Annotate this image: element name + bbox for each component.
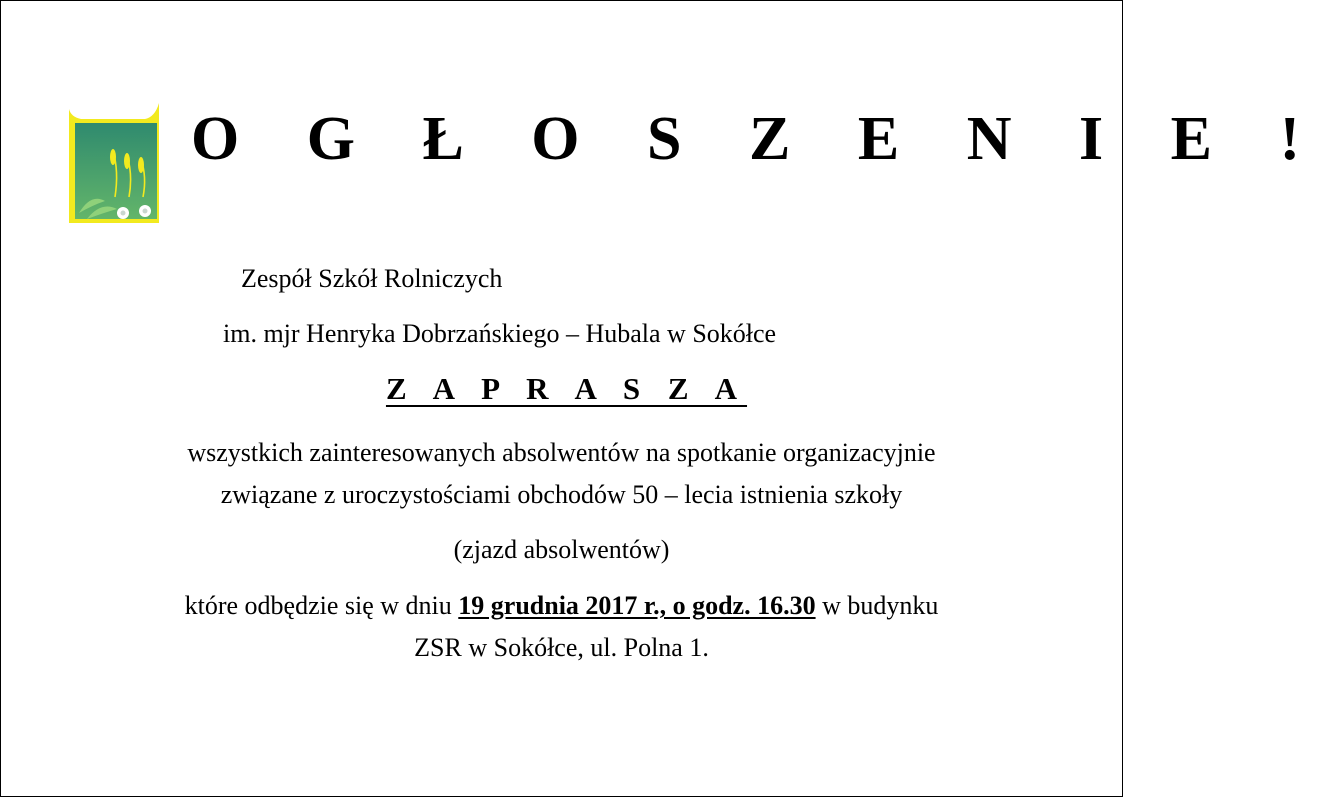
meeting-date: 19 grudnia 2017 r., o godz. 16.30 [458, 591, 816, 620]
date-suffix: w budynku [815, 591, 939, 620]
body-text-line-1: wszystkich zainteresowanych absolwentów na spotkanie organizacyjnie [187, 438, 936, 467]
school-name: Zespół Szkół Rolniczych [241, 264, 503, 293]
reunion-note: (zjazd absolwentów) [453, 535, 670, 564]
school-patron: im. mjr Henryka Dobrzańskiego – Hubala w Sokółce [223, 319, 777, 348]
announcement-title: O G Ł O S Z E N I E ! [191, 105, 1326, 173]
meeting-date-line [1, 591, 1122, 621]
meeting-address: ZSR w Sokółce, ul. Polna 1. [414, 633, 709, 662]
date-prefix: które odbędzie się w dniu [184, 591, 459, 620]
body-text-line-2: związane z uroczystościami obchodów 50 – lecia istnienia szkoły [220, 480, 903, 509]
invite-heading [1, 371, 1122, 407]
invite-word: Z A P R A S Z A [385, 371, 748, 406]
